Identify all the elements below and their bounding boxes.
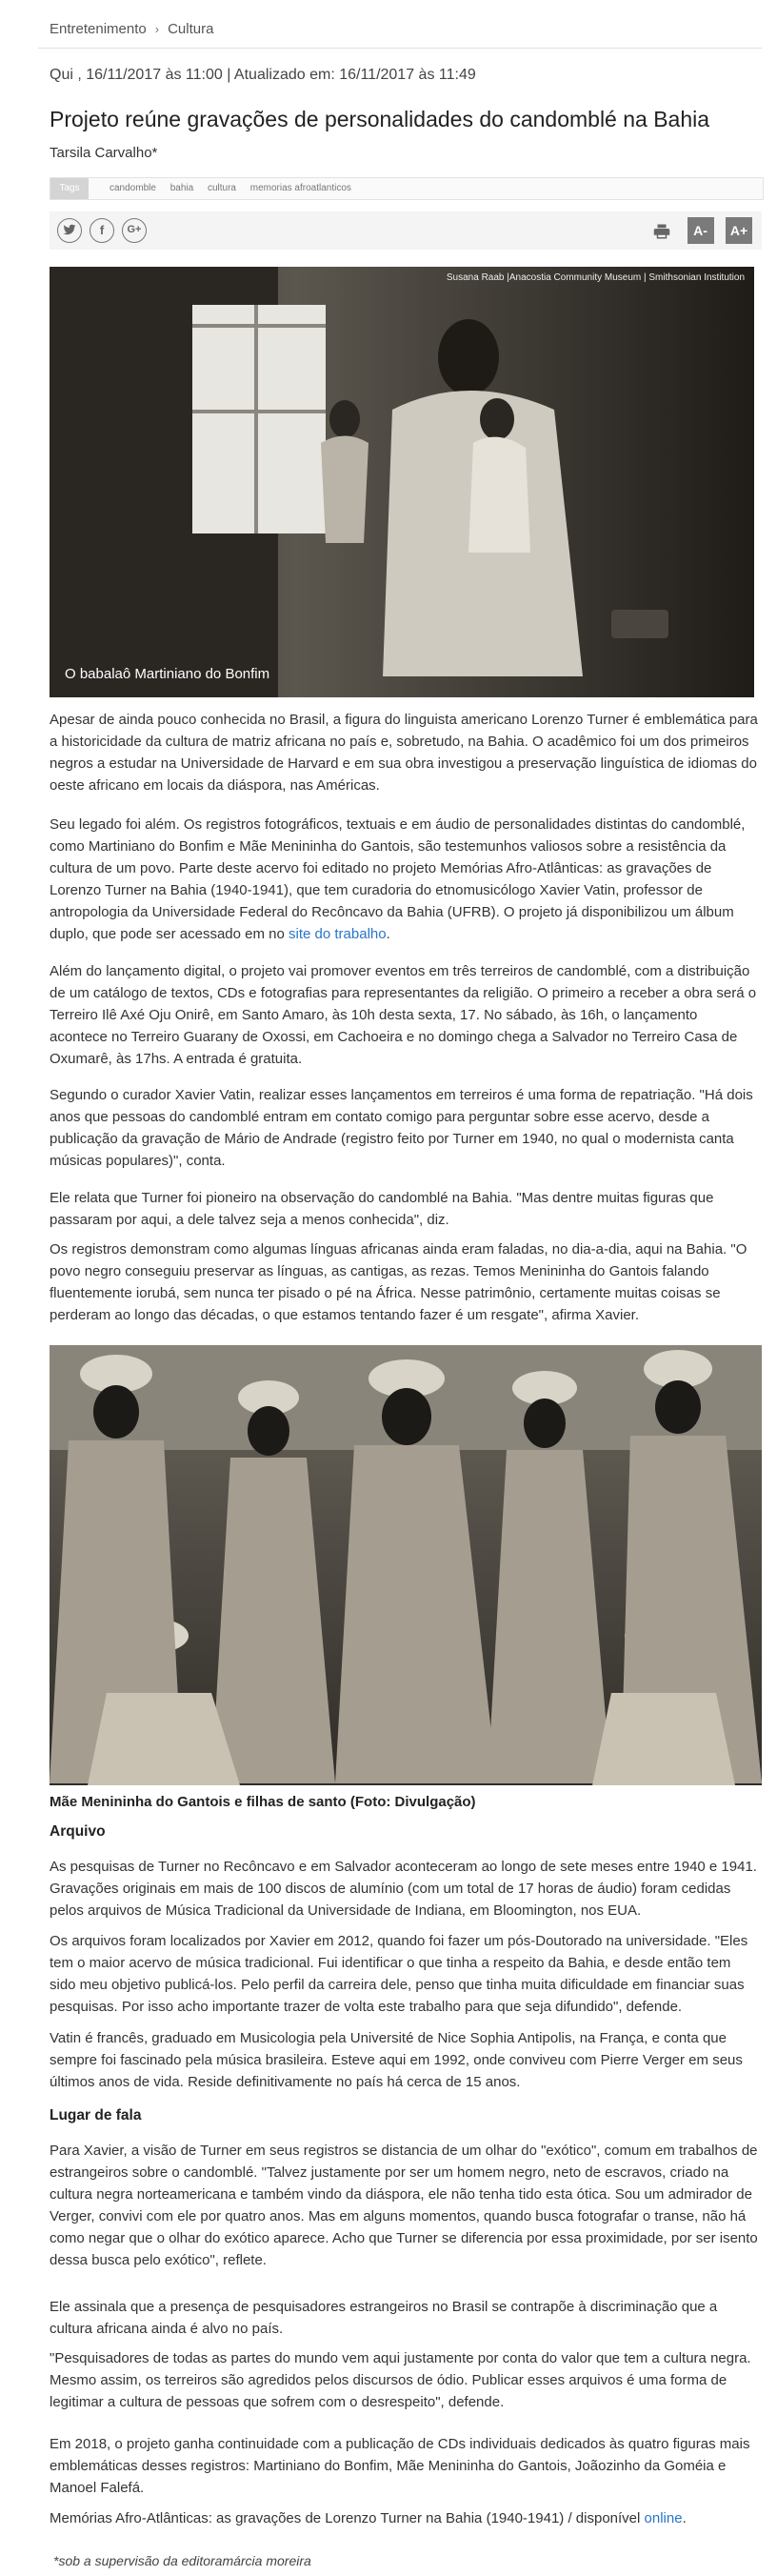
photo-credit: Susana Raab |Anacostia Community Museum | Smithsonian Institution bbox=[446, 272, 745, 283]
article-paragraph: As pesquisas de Turner no Recôncavo e em Salvador aconteceram ao longo de sete meses entre 1940 e 1941. Gravações originais em mais de 100 discos de alumínio (com um total de 17 horas de áudio) foram cedidas pelos arquivos de Música Tradicional da Universidade de Indiana, em Bloomington, nos EUA. bbox=[50, 1859, 757, 1919]
print-button[interactable] bbox=[648, 217, 675, 244]
tag-link[interactable]: bahia bbox=[169, 183, 194, 193]
hero-photo bbox=[50, 267, 754, 697]
tags-bar bbox=[50, 177, 764, 200]
breadcrumb bbox=[50, 21, 213, 37]
article-paragraph: Os arquivos foram localizados por Xavier em 2012, quando foi fazer um pós-Doutorado na universidade. "Eles tem o maior acervo de música tradicional. Fui identificar o que tinha a respeito da Bahia, e desde então tem sido meu objetivo publicá-los. Pelo perfil da carreira dele, penso que tinha muita dificuldade em financiar suas pesquisas. Por isso acho importante trazer de volta este trabalho para que seja difundido", defende. bbox=[50, 1933, 748, 2015]
tags-list bbox=[110, 178, 363, 199]
facebook-share-button[interactable] bbox=[90, 218, 114, 243]
site-link[interactable]: site do trabalho bbox=[289, 926, 387, 942]
hero-image bbox=[50, 267, 754, 697]
paragraph-text: Seu legado foi além. Os registros fotográficos, textuais e em áudio de personalidades distintas do candomblé, como Martiniano do Bonfim e Mãe Menininha do Gantois, são testemunhos valiosos sobre a resistência da cultura de um povo. Parte deste acervo foi editado no projeto Memórias Afro-Atlânticas: as gravações de Lorenzo Turner na Bahia (1940-1941), que tem curadoria do etnomusicólogo Xavier Vatin, professor de antropologia da Universidade Federal do Recôncavo da Bahia (UFRB). O projeto já disponibilizou um álbum duplo, que pode ser acessado em no bbox=[50, 816, 746, 942]
article-paragraph: Ele relata que Turner foi pioneiro na observação do candomblé na Bahia. "Mas dentre muitas figuras que passaram por aqui, a dele talvez seja a menos conhecida", diz. bbox=[50, 1190, 714, 1228]
article-paragraph: Em 2018, o projeto ganha continuidade com a publicação de CDs individuais dedicados às quatro figuras mais emblemáticas desses registros: Martiniano do Bonfim, Mãe Menininha do Gantois, Joãozinho da Goméia e Manoel Falefá. bbox=[50, 2436, 750, 2496]
article-paragraph: Ele assinala que a presença de pesquisadores estrangeiros no Brasil se contrapõe à discriminação que a cultura africana ainda é alvo no país. bbox=[50, 2299, 718, 2337]
google-plus-share-button[interactable] bbox=[122, 218, 147, 243]
dateline: Qui , 16/11/2017 às 11:00 | Atualizado em: 16/11/2017 às 11:49 bbox=[50, 67, 476, 83]
tag-link[interactable]: cultura bbox=[207, 183, 236, 193]
article-paragraph: Vatin é francês, graduado em Musicologia pela Université de Nice Sophia Antipolis, na França, e conta que sempre foi fascinado pela música brasileira. Esteve aqui em 1992, onde conviveu com Pierre Verger em seus últimos anos de vida. Reside definitivamente no país há cerca de 15 anos. bbox=[50, 2030, 743, 2090]
tag-link[interactable]: memorias afroatlanticos bbox=[249, 183, 351, 193]
punctuation: . bbox=[386, 926, 390, 942]
section-heading: Lugar de fala bbox=[50, 2107, 142, 2123]
author: Tarsila Carvalho* bbox=[50, 145, 158, 161]
group-image bbox=[50, 1345, 762, 1785]
tags-label: Tags bbox=[50, 178, 89, 199]
article-paragraph bbox=[50, 814, 758, 945]
article-paragraph: Os registros demonstram como algumas línguas africanas ainda eram faladas, no dia-a-dia, aqui na Bahia. "O povo negro conseguiu preservar as línguas, as cantigas, as rezas. Temos Menininha do Gantois falando fluentemente iorubá, sem nunca ter pisado o pé na África. Nesse patrimônio, certamente muitas coisas se perderam ao longo das décadas, o que estamos tentando fazer é um resgate", afirma Xavier. bbox=[50, 1241, 747, 1323]
punctuation: . bbox=[682, 2510, 687, 2526]
hero-caption: O babalaô Martiniano do Bonfim bbox=[65, 666, 270, 682]
tag-link[interactable]: candomble bbox=[110, 183, 156, 193]
chevron-right-icon: › bbox=[154, 22, 160, 36]
facebook-icon: f bbox=[99, 223, 105, 237]
print-icon bbox=[653, 223, 670, 240]
article-paragraph: Para Xavier, a visão de Turner em seus registros se distancia de um olhar do "exótico", comum em trabalhos de estrangeiros sobre o candomblé. "Talvez justamente por ser um homem negro, neto de escravos, criado na cultura negra norteamericana e também vindo da diáspora, ele não tenha tido esta ótica. Sou um admirador de Verger, convivi com ele por quatro anos. Mas em alguns momentos, quando busca fotografar o transe, não há como negar que o olhar do exótico aparece. Acho que Turner se diferencia por essa proximidade, por ser isento dessa busca pelo exótico", reflete. bbox=[50, 2143, 758, 2268]
section-heading: Arquivo bbox=[50, 1823, 106, 1840]
online-link[interactable]: online bbox=[644, 2510, 683, 2526]
article-paragraph: Apesar de ainda pouco conhecida no Brasil, a figura do linguista americano Lorenzo Turner é emblemática para a historicidade da cultura de matriz africana no país e, sobretudo, na Bahia. O acadêmico foi um dos primeiros negros a estudar na Universidade de Harvard e em sua obra investigou a preservação linguística de idiomas do oeste africano em locais da diáspora, nas Américas. bbox=[50, 712, 758, 794]
editor-signature: *sob a supervisão da editoramárcia moreira bbox=[53, 2553, 311, 2568]
google-plus-icon: G+ bbox=[127, 224, 142, 235]
divider bbox=[38, 48, 762, 49]
font-increase-button[interactable]: A+ bbox=[726, 217, 752, 244]
breadcrumb-subsection[interactable]: Cultura bbox=[168, 21, 214, 37]
twitter-share-button[interactable] bbox=[57, 218, 82, 243]
page-title: Projeto reúne gravações de personalidades do candomblé na Bahia bbox=[50, 107, 710, 131]
breadcrumb-section[interactable]: Entretenimento bbox=[50, 21, 147, 37]
group-photo bbox=[50, 1345, 762, 1785]
twitter-icon bbox=[63, 223, 76, 236]
paragraph-text: Memórias Afro-Atlânticas: as gravações de Lorenzo Turner na Bahia (1940-1941) / disponível bbox=[50, 2510, 641, 2526]
font-tools bbox=[641, 217, 752, 244]
article-paragraph: "Pesquisadores de todas as partes do mundo vem aqui justamente por conta do valor que tem a cultura negra. Mesmo assim, os terreiros são agredidos pelos discursos de ódio. Publicar esses arquivos é uma forma de legitimar a cultura de pessoas que sofrem com o desrespeito", defende. bbox=[50, 2350, 751, 2410]
article-paragraph: Além do lançamento digital, o projeto vai promover eventos em três terreiros de candomblé, com a distribuição de um catálogo de textos, CDs e fotografias para representantes da religião. O primeiro a receber a obra será o Terreiro Ilê Axé Oju Onirê, em Santo Amaro, às 10h desta sexta, 17. No sábado, às 16h, o lançamento acontece no Terreiro Guarany de Oxossi, em Cachoeira e no domingo chega a Salvador no Terreiro Casa de Oxumarê, às 17hs. A entrada é gratuita. bbox=[50, 963, 757, 1067]
photo-caption: Mãe Menininha do Gantois e filhas de santo (Foto: Divulgação) bbox=[50, 1794, 476, 1810]
font-decrease-button[interactable]: A- bbox=[687, 217, 714, 244]
share-toolbar bbox=[50, 211, 762, 250]
article-paragraph: Segundo o curador Xavier Vatin, realizar esses lançamentos em terreiros é uma forma de repatriação. "Há dois anos que pessoas do candomblé entram em contato comigo para perguntar sobre esse acervo, desde a publicação da gravação de Mário de Andrade (registro feito por Turner em 1940, no qual o modernista canta músicas populares)", conta. bbox=[50, 1087, 753, 1169]
article-paragraph bbox=[50, 2507, 758, 2529]
